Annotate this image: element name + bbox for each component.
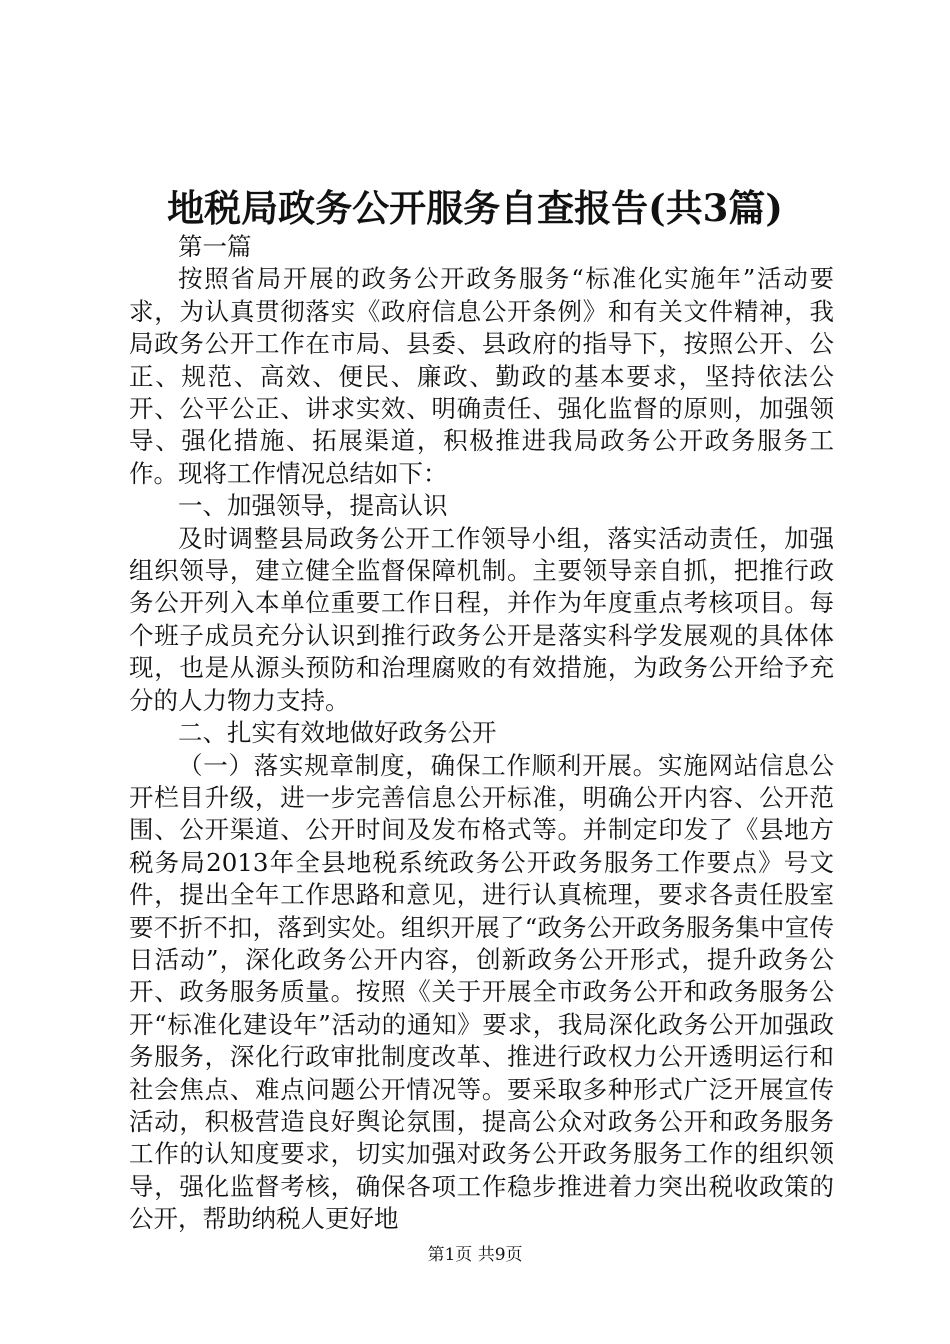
document-body bbox=[129, 231, 834, 1236]
document-title: 地税局政务公开服务自查报告(共3篇) bbox=[167, 186, 783, 230]
page-number-footer: 第1页 共9页 bbox=[427, 1245, 523, 1265]
disclosure-paragraph: （一）落实规章制度，确保工作顺利开展。实施网站信息公开栏目升级，进一步完善信息公开标准，明确公开内容、公开范围、公开渠道、公开时间及发布格式等。并制定印发了《县地方税务局2013年全县地税系统政务公开政务服务工作要点》号文件，提出全年工作思路和意见，进行认真梳理，要求各责任股室要不折不扣，落到实处。组织开展了“政务公开政务服务集中宣传日活动”，深化政务公开内容，创新政务公开形式，提升政务公开、政务服务质量。按照《关于开展全市政务公开和政务服务公开“标准化建设年”活动的通知》要求，我局深化政务公开加强政务服务，深化行政审批制度改革、推进行政权力公开透明运行和社会焦点、难点问题公开情况等。要采取多种形式广泛开展宣传活动，积极营造良好舆论氛围，提高公众对政务公开和政务服务工作的认知度要求，切实加强对政务公开政务服务工作的组织领导，强化监督考核，确保各项工作稳步推进着力突出税收政策的公开，帮助纳税人更好地 bbox=[129, 750, 834, 1234]
section-heading-part-one: 第一篇 bbox=[178, 232, 252, 261]
intro-paragraph: 按照省局开展的政务公开政务服务“标准化实施年”活动要求，为认真贯彻落实《政府信息公开条例》和有关文件精神，我局政务公开工作在市局、县委、县政府的指导下，按照公开、公正、规范、高效、便民、廉政、勤政的基本要求，坚持依法公开、公平公正、讲求实效、明确责任、强化监督的原则，加强领导、强化措施、拓展渠道，积极推进我局政务公开政务服务工作。现将工作情况总结如下： bbox=[129, 264, 834, 488]
leadership-paragraph: 及时调整县局政务公开工作领导小组，落实活动责任，加强组织领导，建立健全监督保障机制。主要领导亲自抓，把推行政务公开列入本单位重要工作日程，并作为年度重点考核项目。每个班子成员充分认识到推行政务公开是落实科学发展观的具体体现，也是从源头预防和治理腐败的有效措施，为政务公开给予充分的人力物力支持。 bbox=[129, 523, 834, 715]
section-heading-disclosure: 二、扎实有效地做好政务公开 bbox=[178, 718, 497, 748]
section-heading-leadership: 一、加强领导，提高认识 bbox=[178, 491, 448, 521]
